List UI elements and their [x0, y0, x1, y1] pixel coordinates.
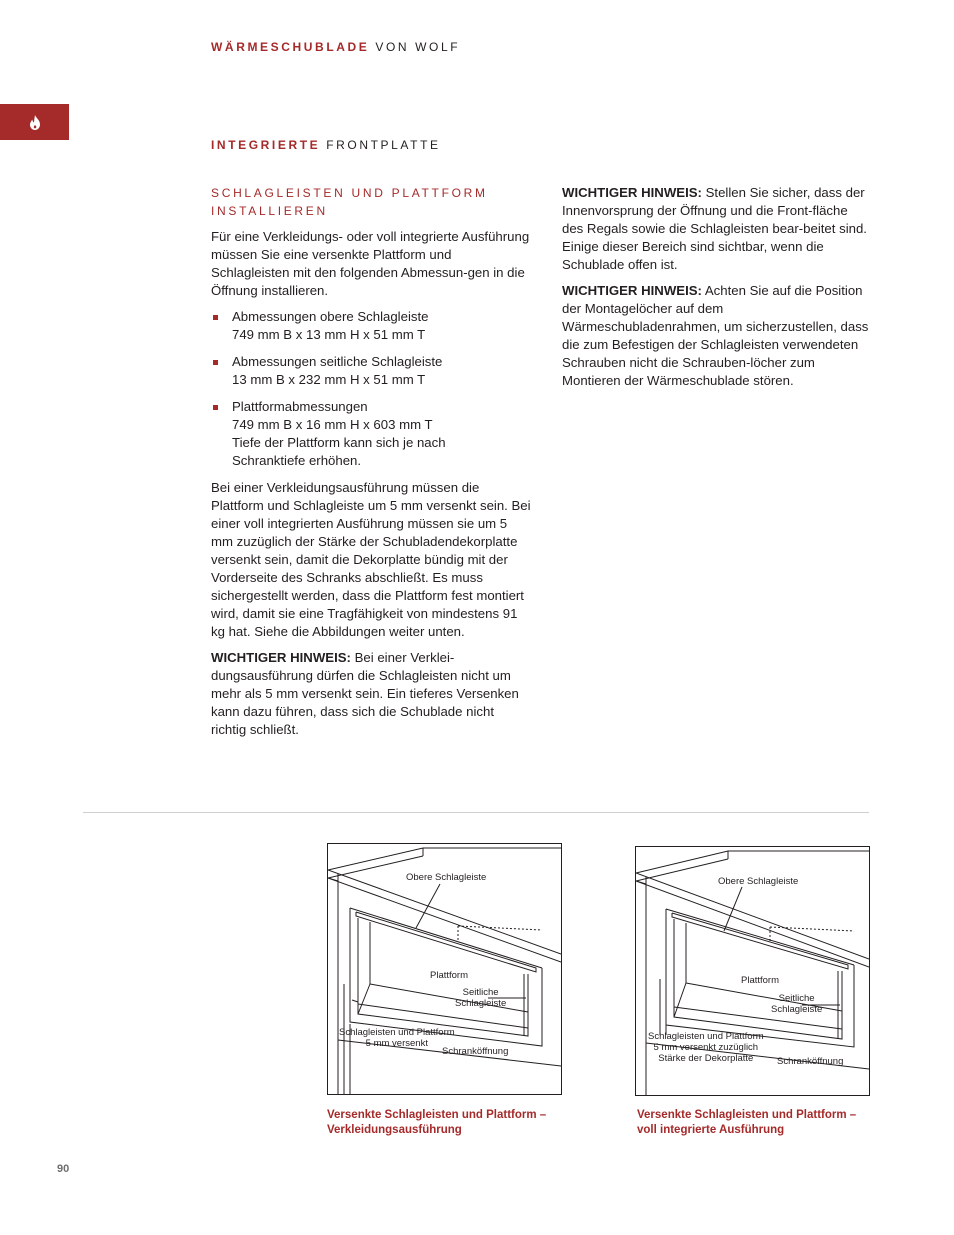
label-versenkt	[648, 1031, 764, 1064]
caption-line: voll integrierte Ausführung	[637, 1124, 785, 1136]
bullet-icon	[213, 315, 218, 320]
label-schrankoeffnung: Schranköffnung	[442, 1046, 509, 1057]
section-tab	[0, 104, 69, 140]
label-plattform: Plattform	[741, 975, 780, 986]
label-line: 5 mm versenkt	[365, 1038, 428, 1049]
label-obere-schlagleiste: Obere Schlagleiste	[718, 876, 799, 887]
left-column	[211, 184, 531, 747]
subheading	[211, 184, 531, 220]
running-header	[211, 40, 460, 54]
important-note-text: Stellen Sie sicher, dass der Innenvorsprung der Öffnung und die Front-fläche des Regals sowie die Schlagleisten bear-beitet sind. Einige dieser Bereich sind sichtbar, wenn die Schublade offen ist.	[562, 185, 867, 272]
important-note-text: Bei einer Verklei-dungsausführung dürfen die Schlagleisten nicht um mehr als 5 mm versenkt sein. Ein tieferes Versenken kann dazu führen, dass sich die Schublade nicht richtig schließt.	[211, 650, 519, 737]
figure-caption-1	[327, 1108, 587, 1138]
label-line: Stärke der Dekorplatte	[658, 1053, 754, 1064]
recess-paragraph: Bei einer Verkleidungsausführung müssen die Plattform und Schlagleiste um 5 mm versenkt sein. Bei einer voll integrierten Ausführung müssen sie um 5 mm zuzüglich der Stärke der Schubladendekorplatte versenkt sein, damit die Dekorplatte bündig mit der Vorderseite des Schranks abschließt. Es muss sichergestellt werden, dass die Plattform fest montiert wird, damit sie eine Tragfähigkeit von mindestens 91 kg hat. Siehe die Abbildungen weiter unten.	[211, 480, 531, 639]
list-item-title: Abmessungen seitliche Schlagleiste	[232, 354, 443, 369]
section-title	[211, 138, 441, 152]
bullet-icon	[213, 405, 218, 410]
list-item-value: 749 mm B x 13 mm H x 51 mm T	[232, 327, 426, 342]
list-item	[211, 308, 531, 344]
dimension-list	[211, 308, 531, 470]
list-item-title: Plattformabmessungen	[232, 399, 368, 414]
label-line: Schlagleisten und Plattform	[339, 1027, 455, 1038]
label-line: Seitliche	[778, 993, 815, 1004]
label-line: Seitliche	[462, 987, 499, 998]
list-item-note: Tiefe der Plattform kann sich je nach	[232, 435, 446, 450]
flame-icon	[29, 115, 41, 130]
label-line: Schlagleisten und Plattform	[648, 1031, 764, 1042]
caption-line: Versenkte Schlagleisten und Plattform –	[327, 1109, 547, 1121]
list-item-note: Schranktiefe erhöhen.	[232, 453, 362, 468]
important-note-label: WICHTIGER HINWEIS:	[562, 283, 702, 298]
important-note-label: WICHTIGER HINWEIS:	[562, 185, 702, 200]
horizontal-divider	[83, 812, 869, 813]
label-line: Schlagleiste	[455, 998, 507, 1009]
label-seitliche-schlagleiste	[771, 993, 822, 1015]
important-note	[211, 649, 531, 739]
list-item-value: 749 mm B x 16 mm H x 603 mm T	[232, 417, 433, 432]
label-line: 5 mm versenkt zuzüglich	[653, 1042, 759, 1053]
intro-paragraph: Für eine Verkleidungs- oder voll integrierte Ausführung müssen Sie eine versenkte Plattform und Schlagleisten mit den folgenden Abmessun-gen in die Öffnung installieren.	[211, 229, 530, 298]
label-plattform: Plattform	[430, 970, 469, 981]
important-note-label: WICHTIGER HINWEIS:	[211, 650, 351, 665]
subheading-line-2: INSTALLIEREN	[211, 204, 328, 218]
label-versenkt	[339, 1027, 455, 1049]
list-item-title: Abmessungen obere Schlagleiste	[232, 309, 429, 324]
figure-integrated-installation	[635, 846, 870, 1096]
header-bold: WÄRMESCHUBLADE	[211, 40, 370, 54]
label-line: Schlagleiste	[771, 1004, 823, 1015]
caption-line: Versenkte Schlagleisten und Plattform –	[637, 1109, 857, 1121]
list-item	[211, 398, 531, 470]
header-rest: VON WOLF	[375, 40, 461, 54]
important-note-1	[562, 184, 872, 274]
bullet-icon	[213, 360, 218, 365]
figure-caption-2	[637, 1108, 897, 1138]
caption-line: Verkleidungsausführung	[327, 1124, 462, 1136]
label-schrankoeffnung: Schranköffnung	[777, 1056, 844, 1067]
important-note-text: Achten Sie auf die Position der Montagelöcher auf dem Wärmeschubladenrahmen, um sicherzustellen, dass die zum Befestigen der Schlagleisten verwendeten Schrauben nicht die Schrauben-löcher zum Montieren der Wärmeschublade stören.	[562, 283, 869, 388]
figure-trim-installation	[327, 843, 562, 1095]
label-obere-schlagleiste: Obere Schlagleiste	[406, 872, 487, 883]
subheading-line-1: SCHLAGLEISTEN UND PLATTFORM	[211, 186, 488, 200]
list-item	[211, 353, 531, 389]
important-note-2	[562, 282, 872, 390]
list-item-value: 13 mm B x 232 mm H x 51 mm T	[232, 372, 426, 387]
right-column	[562, 184, 872, 398]
section-title-rest: FRONTPLATTE	[326, 138, 441, 152]
page-number: 90	[57, 1163, 70, 1175]
label-seitliche-schlagleiste	[455, 987, 506, 1009]
section-title-bold: INTEGRIERTE	[211, 138, 321, 152]
